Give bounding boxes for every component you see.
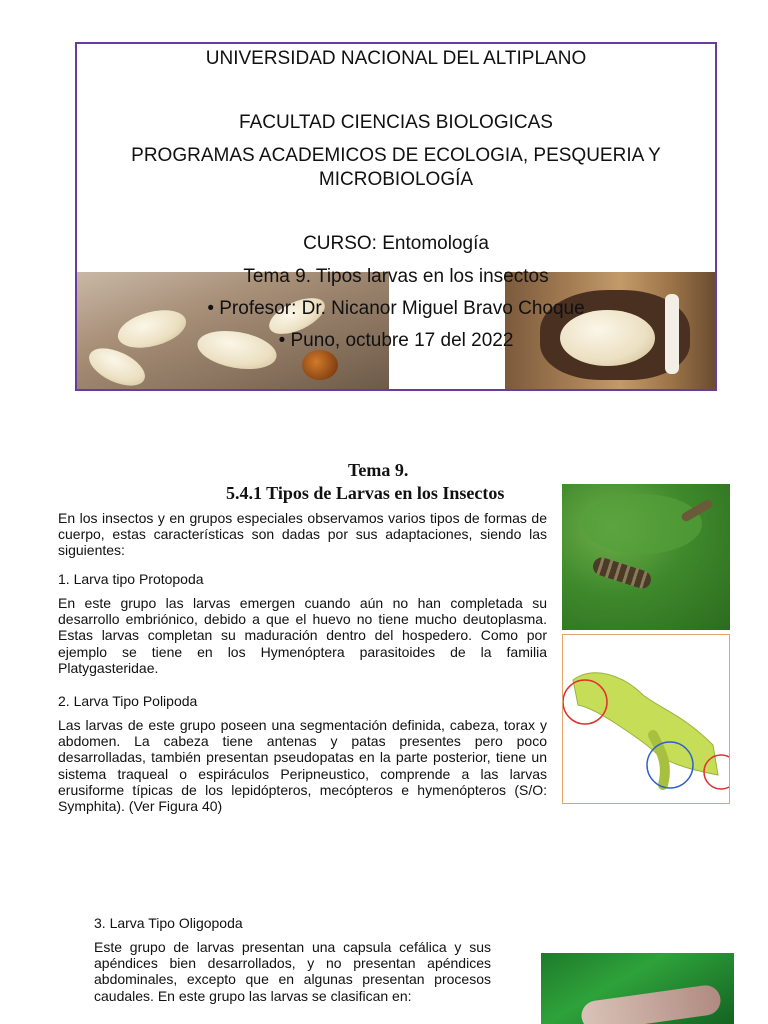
caterpillar-on-leaf-photo xyxy=(562,484,730,630)
larva-illustration xyxy=(563,635,729,803)
item3-title: 3. Larva Tipo Oligopoda xyxy=(94,915,243,931)
item1-paragraph: En este grupo las larvas emergen cuando aún no han completada su desarrollo embriónico, debido a que el huevo no tiene mucho deutoplasma. Estas larvas completan su maduración dentro del hospedero. Como por ejemplo se tiene en los Hymenóptera parasitoides de la familia Platygasteridae. xyxy=(58,595,547,676)
item1-title: 1. Larva tipo Protopoda xyxy=(58,571,204,587)
professor-name: • Profesor: Dr. Nicanor Miguel Bravo Choque xyxy=(207,298,585,319)
item3-paragraph: Este grupo de larvas presentan una capsula cefálica y sus apéndices bien desarrollados, y no presentan apéndices abdominales, excepto que en algunas presentan procesos caudales. En este grupo las larvas se clasifican en: xyxy=(94,939,491,1004)
faculty-name: FACULTAD CIENCIAS BIOLOGICAS xyxy=(239,112,553,133)
programs-line-1: PROGRAMAS ACADEMICOS DE ECOLOGIA, PESQUERIA Y xyxy=(131,145,661,166)
university-name: UNIVERSIDAD NACIONAL DEL ALTIPLANO xyxy=(205,48,587,69)
section-heading: 5.4.1 Tipos de Larvas en los Insectos xyxy=(226,483,505,503)
item2-title: 2. Larva Tipo Polipoda xyxy=(58,693,198,709)
polipoda-larva-figure xyxy=(562,634,730,804)
intro-paragraph: En los insectos y en grupos especiales observamos varios tipos de formas de cuerpo, estas características son dadas por sus adaptaciones, siendo las siguientes: xyxy=(58,510,547,559)
tema-label: Tema 9. xyxy=(348,460,409,480)
date-line: • Puno, octubre 17 del 2022 xyxy=(278,330,514,351)
cover-slide xyxy=(75,42,717,391)
oligopoda-larva-photo xyxy=(541,953,734,1024)
topic-title: Tema 9. Tipos larvas en los insectos xyxy=(243,266,549,287)
item2-paragraph: Las larvas de este grupo poseen una segmentación definida, cabeza, torax y abdomen. La cabeza tiene antenas y patas presentes pero poco desarrolladas, también presentan pseudopatas en la parte posterior, tiene un sistema traqueal o espiráculos Peripneustico, comprende a las larvas erusiforme típicas de los lepidópteros, mecópteros e hymenópteros (S/O: Symphita). (Ver Figura 40) xyxy=(58,717,547,815)
course-name: CURSO: Entomología xyxy=(303,233,489,254)
programs-line-2: MICROBIOLOGÍA xyxy=(318,169,474,190)
